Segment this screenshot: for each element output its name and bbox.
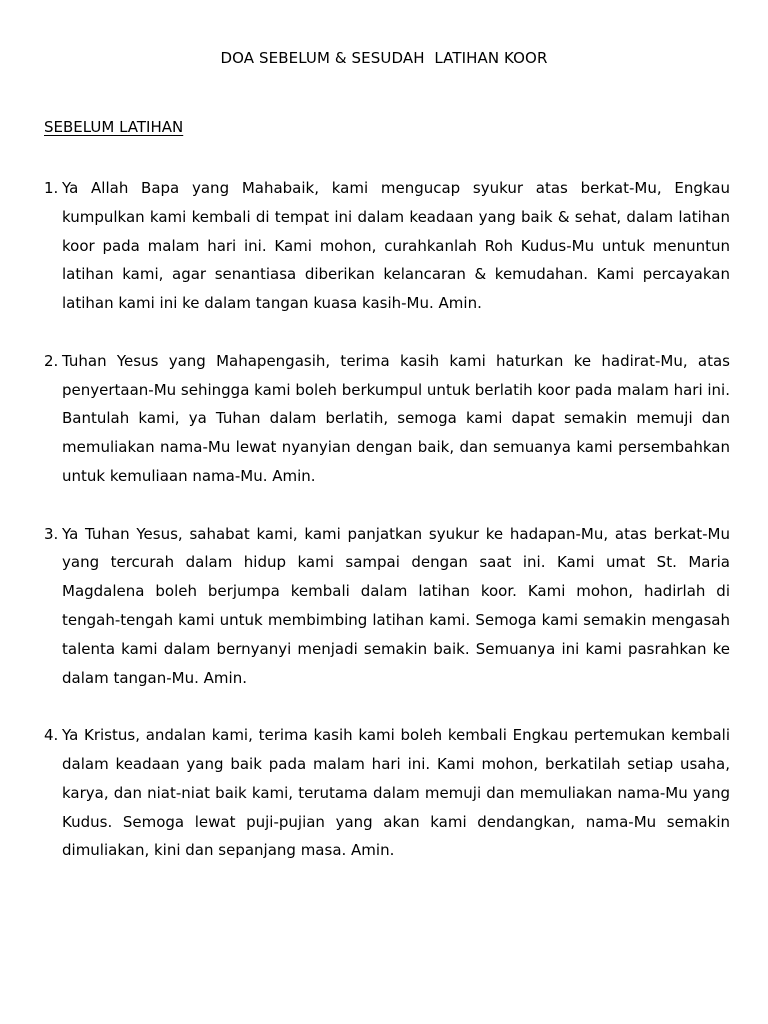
prayer-item: [44, 520, 730, 693]
prayer-item: [44, 721, 730, 865]
page-title: DOA SEBELUM & SESUDAH LATIHAN KOOR: [220, 49, 548, 67]
prayer-text: Tuhan Yesus yang Mahapengasih, terima kasih kami haturkan ke hadirat-Mu, atas penyertaan-Mu sehingga kami boleh berkumpul untuk berlatih koor pada malam hari ini. Bantulah kami, ya Tuhan dalam berlatih, semoga kami dapat semakin memuji dan memuliakan nama-Mu lewat nyanyian dengan baik, dan semuanya kami persembahkan untuk kemuliaan nama-Mu. Amin.: [62, 351, 730, 485]
prayer-number: 2.: [44, 351, 59, 370]
prayer-text: Ya Allah Bapa yang Mahabaik, kami mengucap syukur atas berkat-Mu, Engkau kumpulkan kami kembali di tempat ini dalam keadaan yang baik & sehat, dalam latihan koor pada malam hari ini. Kami mohon, curahkanlah Roh Kudus-Mu untuk menuntun latihan kami, agar senantiasa diberikan kelancaran & kemudahan. Kami percayakan latihan kami ini ke dalam tangan kuasa kasih-Mu. Amin.: [62, 179, 730, 313]
prayer-text: Ya Kristus, andalan kami, terima kasih kami boleh kembali Engkau pertemukan kembali dalam keadaan yang baik pada malam hari ini. Kami mohon, berkatilah setiap usaha, karya, dan niat-niat baik kami, terutama dalam memuji dan memuliakan nama-Mu yang Kudus. Semoga lewat puji-pujian yang akan kami dendangkan, nama-Mu semakin dimuliakan, kini dan sepanjang masa. Amin.: [62, 726, 730, 860]
section-heading-sebelum-latihan: SEBELUM LATIHAN: [44, 118, 184, 136]
prayer-text: Ya Tuhan Yesus, sahabat kami, kami panjatkan syukur ke hadapan-Mu, atas berkat-Mu yang tercurah dalam hidup kami sampai dengan saat ini. Kami umat St. Maria Magdalena boleh berjumpa kembali dalam latihan koor. Kami mohon, hadirlah di tengah-tengah kami untuk membimbing latihan kami. Semoga kami semakin mengasah talenta kami dalam bernyanyi menjadi semakin baik. Semuanya ini kami pasrahkan ke dalam tangan-Mu. Amin.: [62, 524, 730, 687]
prayer-number: 4.: [44, 726, 59, 745]
prayer-number: 1.: [44, 179, 59, 197]
prayer-list: [44, 174, 730, 865]
prayer-item: [44, 347, 730, 491]
prayer-item: [44, 174, 730, 318]
prayer-number: 3.: [44, 524, 59, 543]
